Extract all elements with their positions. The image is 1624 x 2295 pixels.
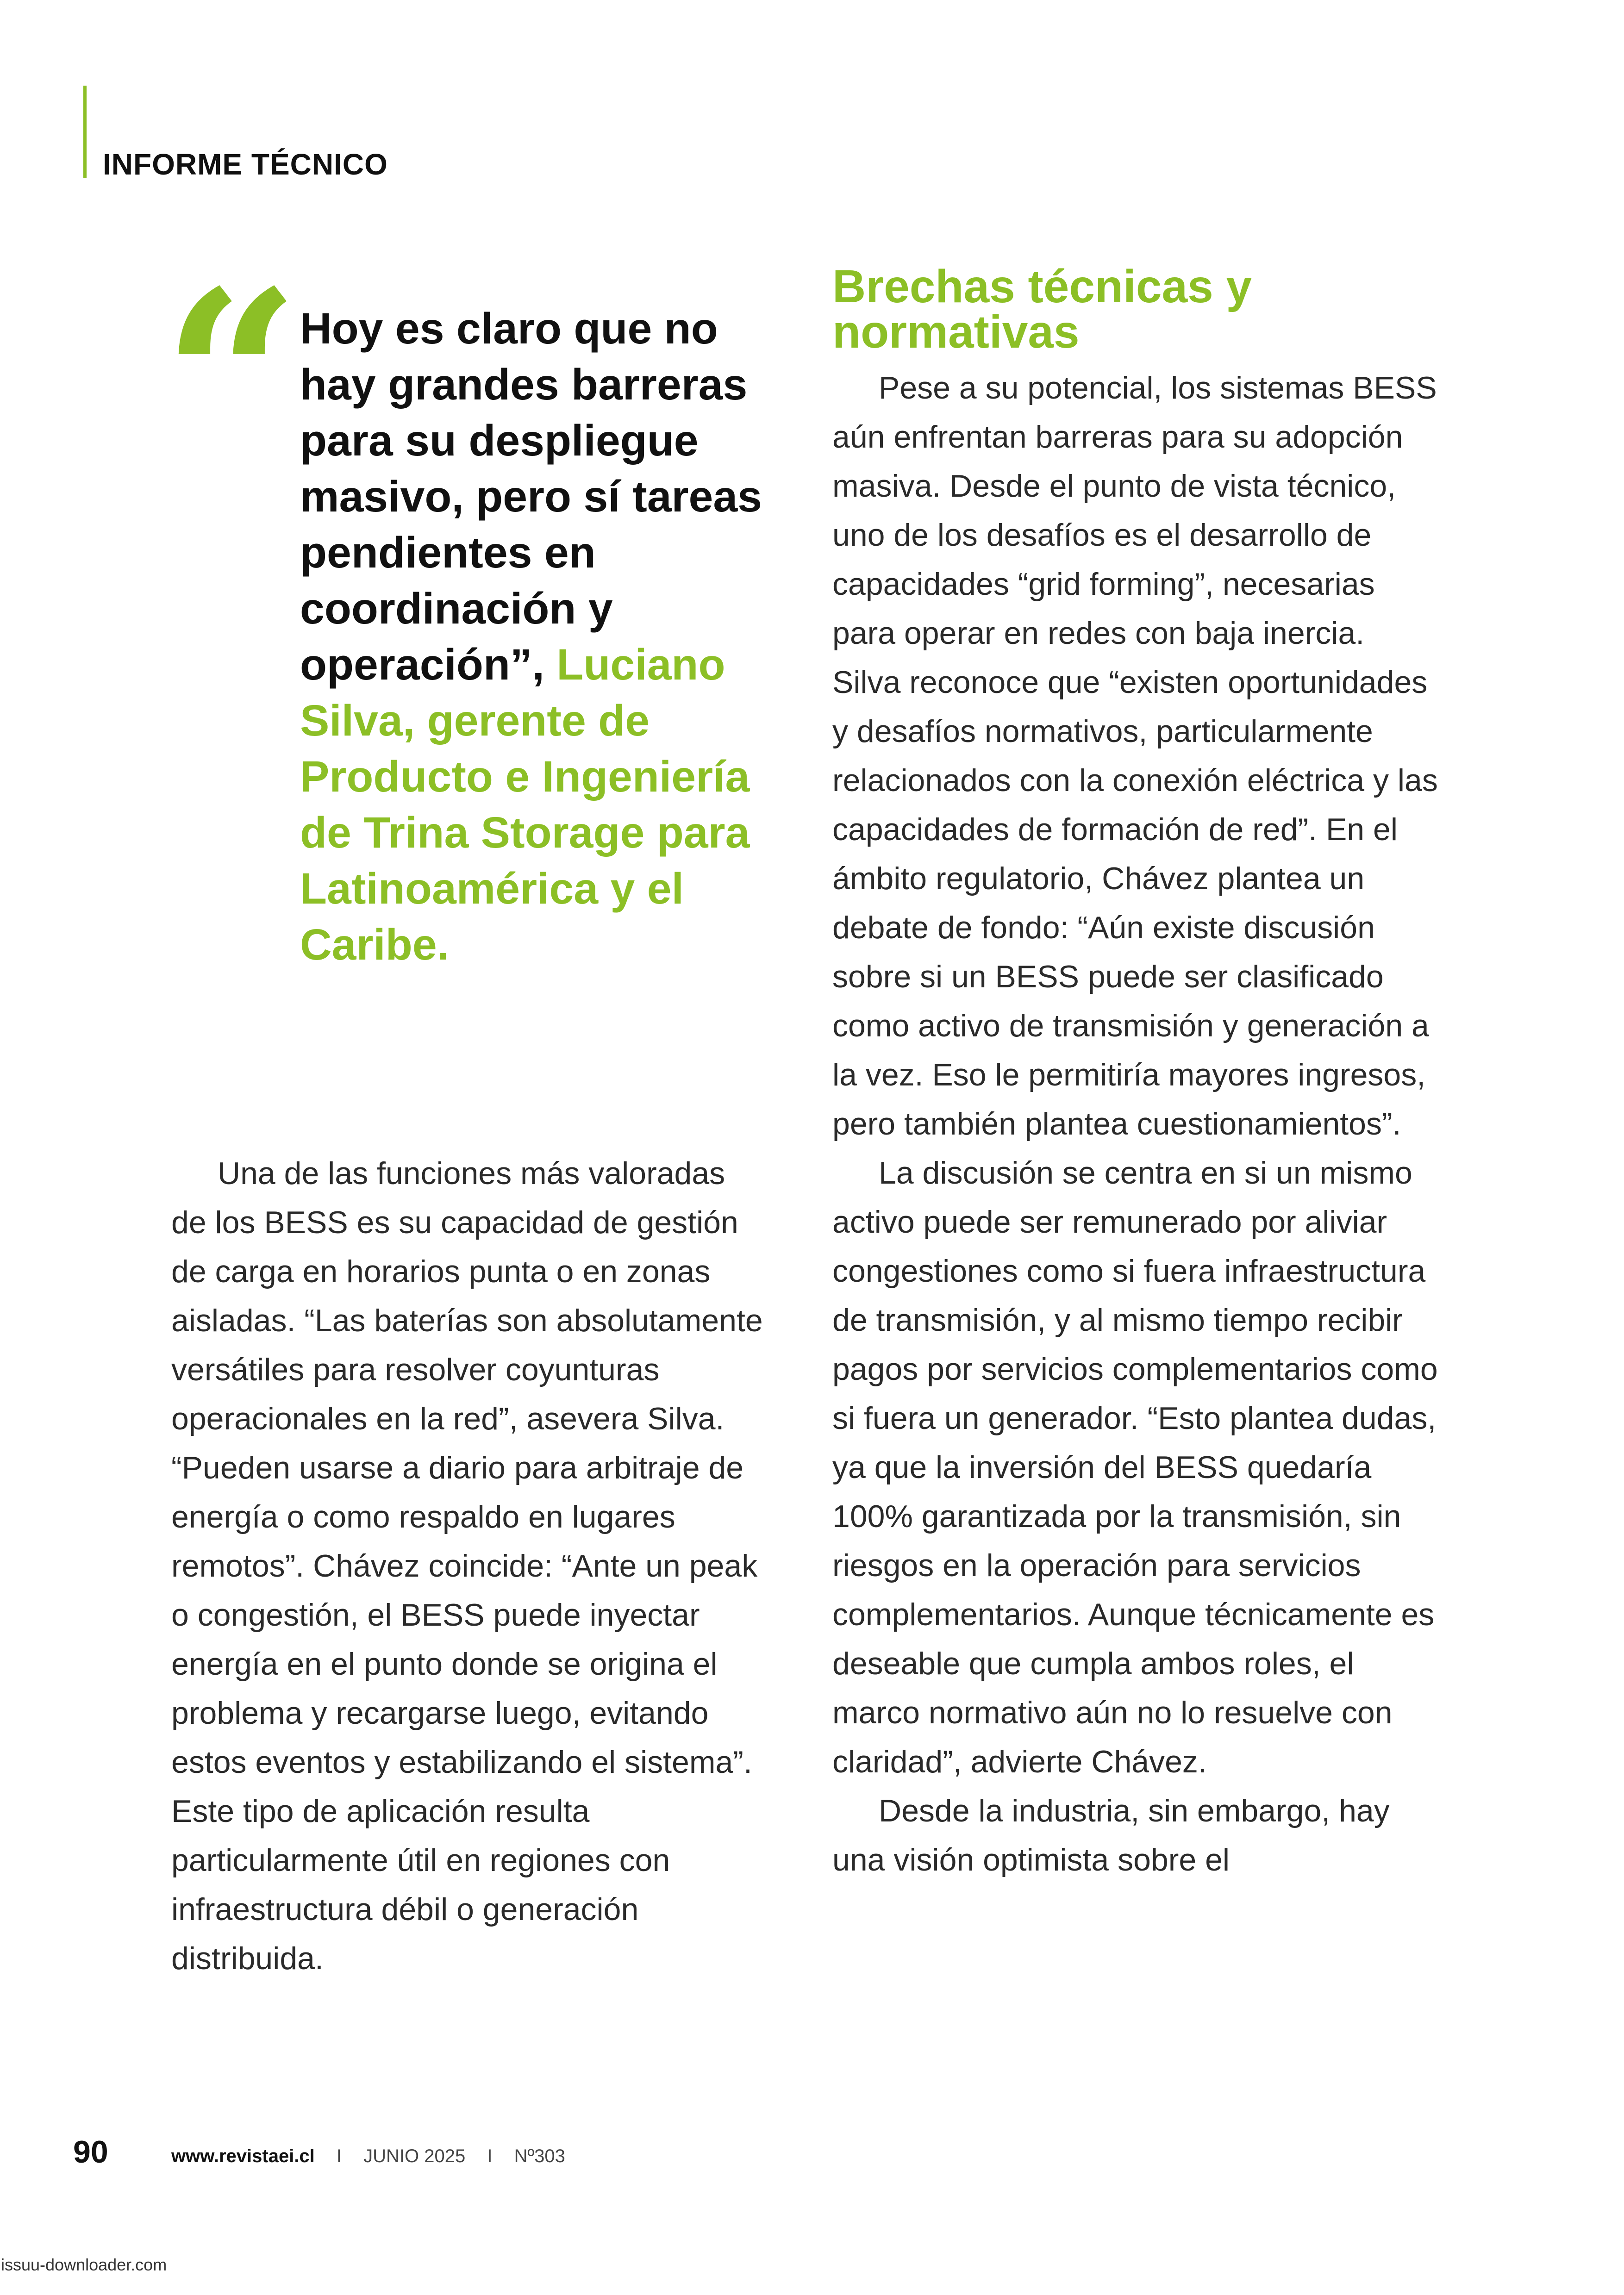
body-paragraph: Una de las funciones más valoradas de los BESS es su capacidad de gestión de carga en horarios punta o en zonas aisladas. “Las baterías son absolutamente versátiles para resolver coyunturas operacionales en la red”, asevera Silva. “Pueden usarse a diario para arbitraje de energía o como respaldo en lugares remotos”. Chávez coincide: “Ante un peak o congestión, el BESS puede inyectar energía en el punto donde se origina el problema y recargarse luego, evitando estos eventos y estabilizando el sistema”. Este tipo de aplicación resulta particularmente útil en regiones con infraestructura débil o generación distribuida. (171, 1156, 763, 1976)
watermark: issuu-downloader.com (1, 2255, 167, 2274)
issue-date: JUNIO 2025 (363, 2146, 466, 2166)
right-column (832, 363, 1439, 1884)
body-paragraph: La discusión se centra en si un mismo activo puede ser remunerado por aliviar congestiones como si fuera infraestructura de transmisión, y al mismo tiempo recibir pagos por servicios complementarios como si fuera un generador. “Esto plantea dudas, ya que la inversión del BESS quedaría 100% garantizada por la transmisión, sin riesgos en la operación para servicios complementarios. Aunque técnicamente es deseable que cumpla ambos roles, el marco normativo aún no lo resuelve con claridad”, advierte Chávez. (832, 1155, 1438, 1779)
body-paragraph: Desde la industria, sin embargo, hay una visión optimista sobre el (832, 1793, 1390, 1877)
page-number: 90 (73, 2134, 108, 2170)
website-link[interactable]: www.revistaei.cl (171, 2146, 315, 2166)
footer-separator: I (336, 2146, 342, 2166)
quote-mark-icon: “ (162, 238, 301, 521)
pull-quote-text: Hoy es claro que no hay grandes barreras para su despliegue masivo, pero sí tareas pendientes en coordinación y operación”, (300, 304, 762, 689)
section-accent-bar (83, 86, 87, 178)
section-label: INFORME TÉCNICO (103, 148, 388, 181)
body-paragraph: Pese a su potencial, los sistemas BESS aún enfrentan barreras para su adopción masiva. Desde el punto de vista técnico, uno de los desafíos es el desarrollo de capacidades “grid forming”, necesarias para operar en redes con baja inercia. Silva reconoce que “existen oportunidades y desafíos normativos, particularmente relacionados con la conexión eléctrica y las capacidades de formación de red”. En el ámbito regulatorio, Chávez plantea un debate de fondo: “Aún existe discusión sobre si un BESS puede ser clasificado como activo de transmisión y generación a la vez. Eso le permitiría mayores ingresos, pero también plantea cuestionamientos”. (832, 370, 1438, 1141)
left-column (171, 1149, 768, 1983)
footer-separator: I (487, 2146, 493, 2166)
footer-meta (171, 2146, 565, 2167)
pull-quote (300, 301, 791, 973)
pull-quote-attribution: Luciano Silva, gerente de Producto e Ingeniería de Trina Storage para Latinoamérica y el Caribe. (300, 640, 750, 969)
issue-number: Nº303 (514, 2146, 565, 2166)
section-heading: Brechas técnicas y normativas (832, 261, 1252, 358)
